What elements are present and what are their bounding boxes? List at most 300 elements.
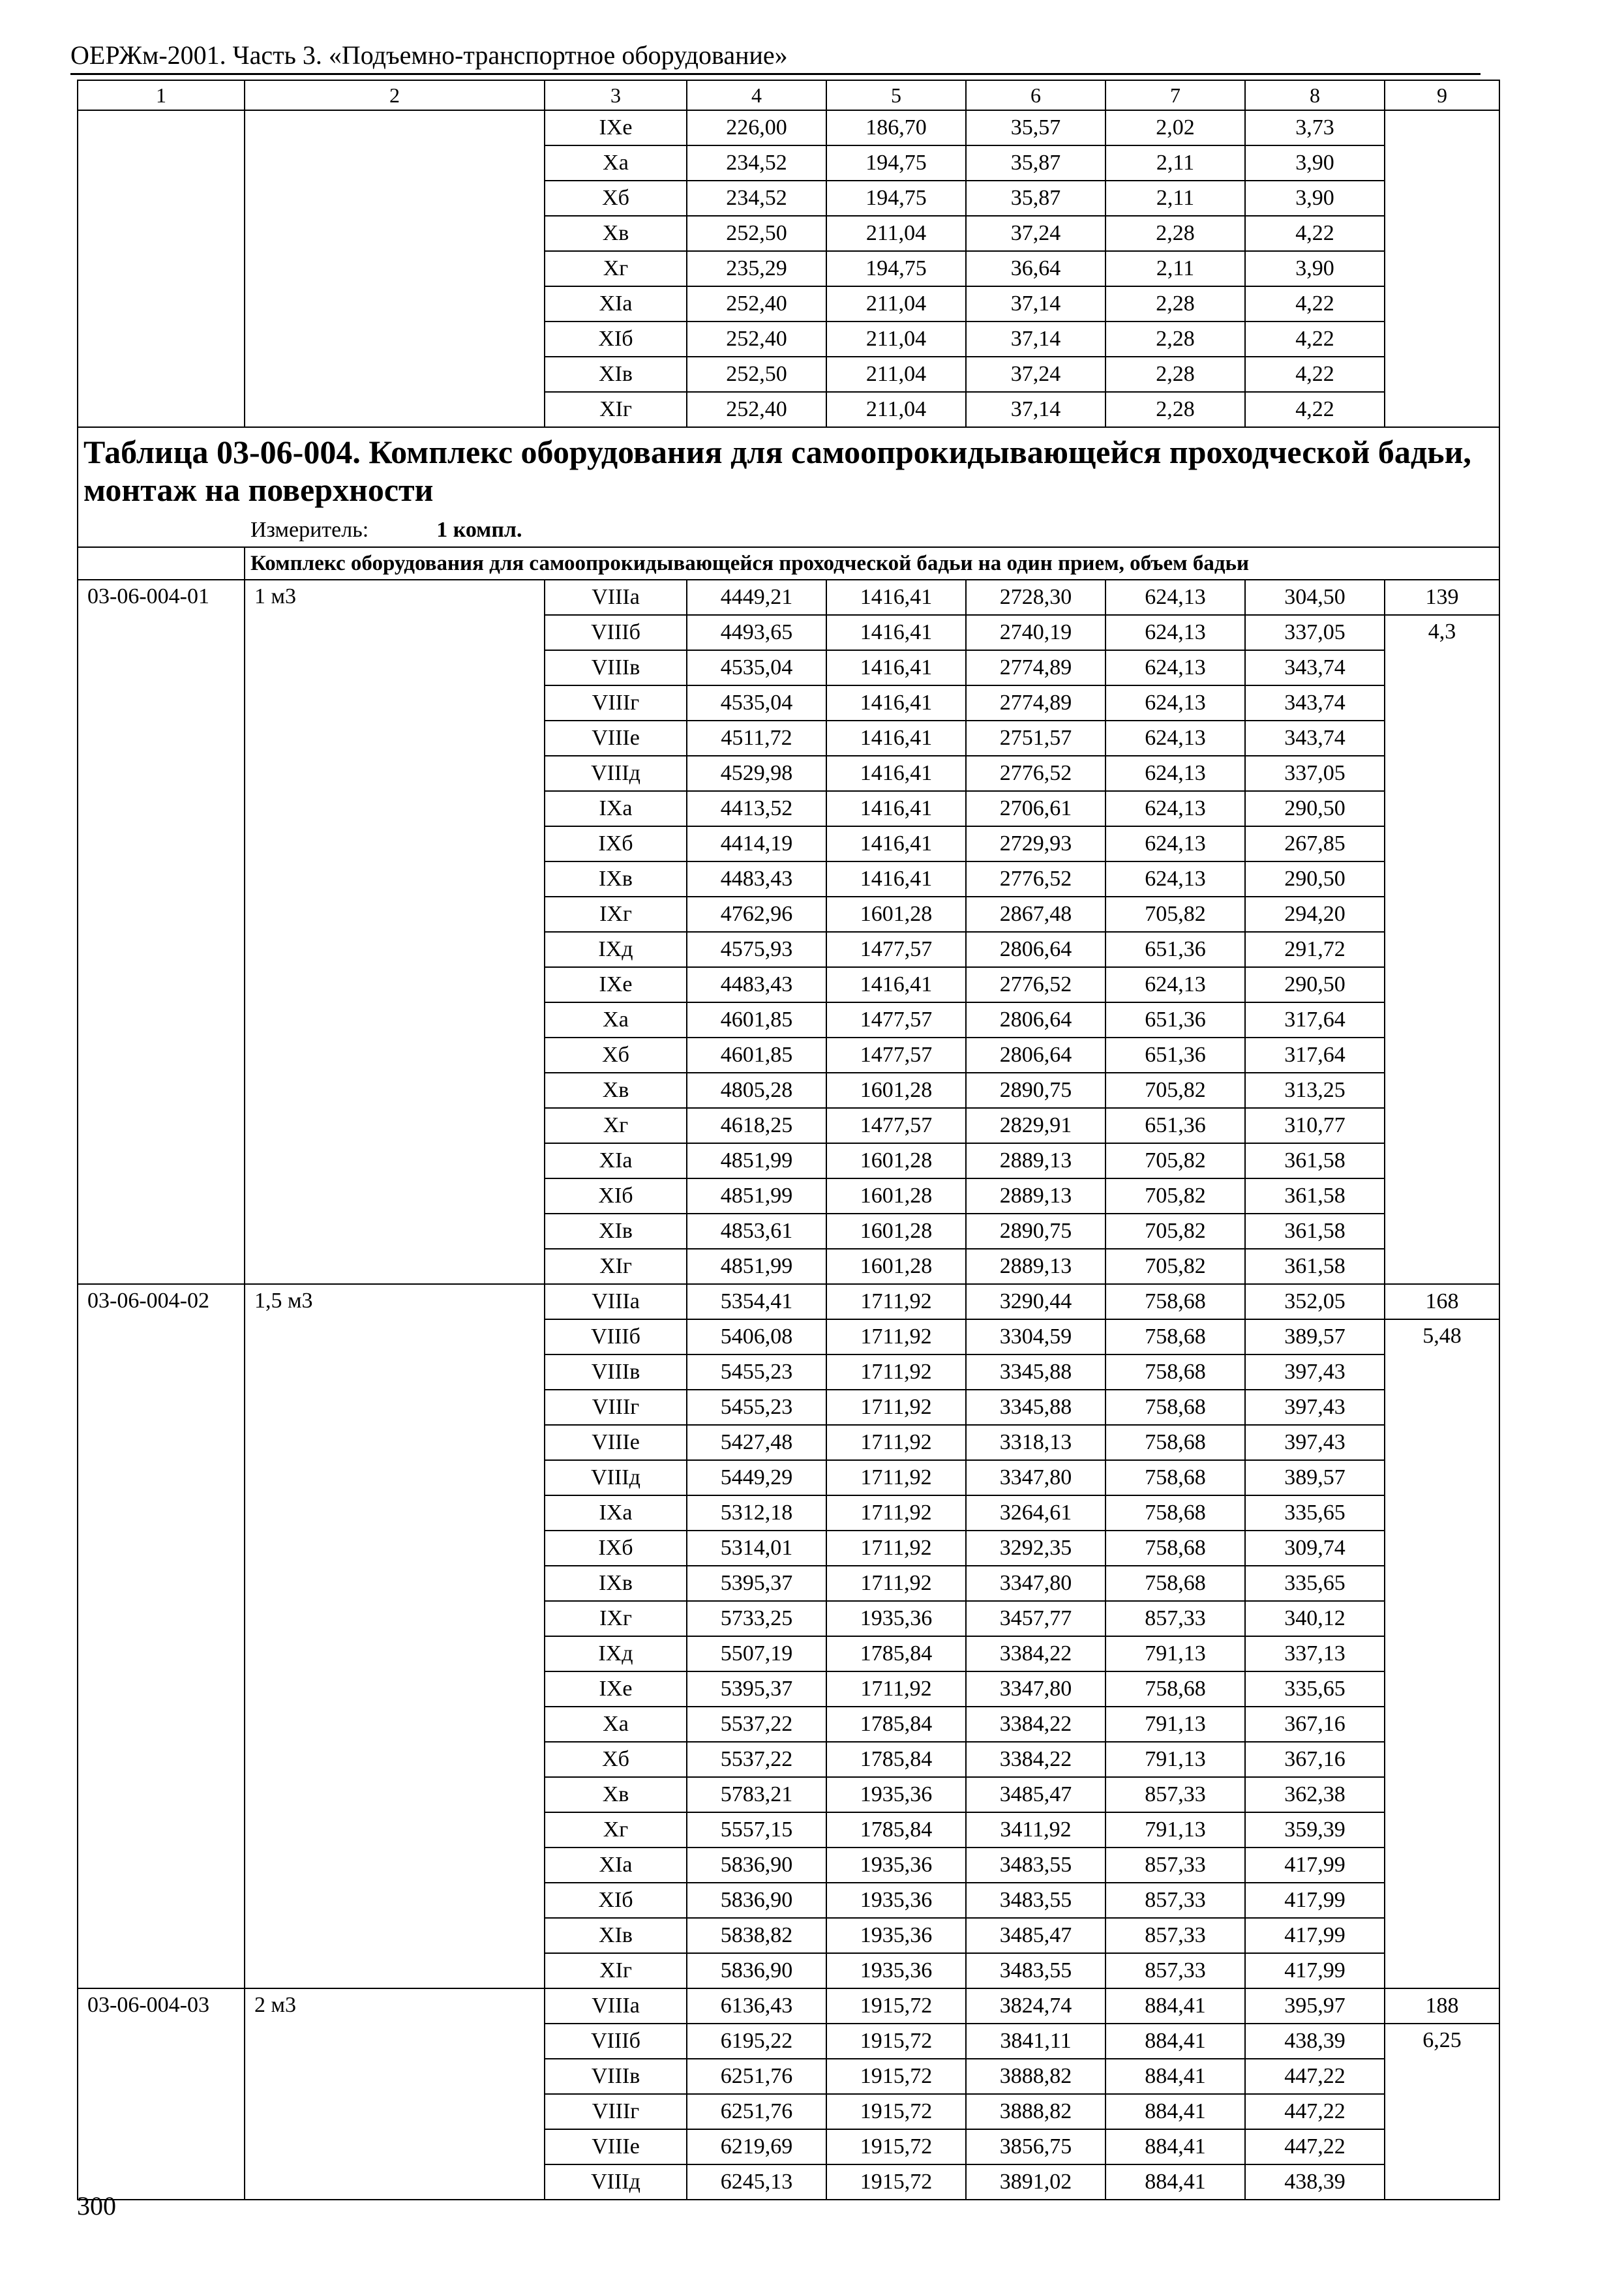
- total-cost-cell: 5537,22: [687, 1707, 826, 1742]
- driver-wages-cell: 791,13: [1105, 1742, 1245, 1777]
- machine-cost-cell: 3888,82: [966, 2059, 1105, 2094]
- machine-cost-cell: 2774,89: [966, 650, 1105, 685]
- total-cost-cell: 5836,90: [687, 1848, 826, 1883]
- wages-cell: 1935,36: [826, 1953, 966, 1988]
- class-cell: IXг: [545, 1601, 687, 1636]
- driver-wages-cell: 758,68: [1105, 1284, 1245, 1319]
- wages-cell: 194,75: [826, 251, 966, 286]
- total-cost-cell: 6195,22: [687, 2024, 826, 2059]
- code-cell: [78, 110, 245, 427]
- machine-cost-cell: 2776,52: [966, 861, 1105, 897]
- materials-cell: 290,50: [1245, 967, 1385, 1002]
- class-cell: VIIIг: [545, 1390, 687, 1425]
- driver-wages-cell: 705,82: [1105, 1249, 1245, 1284]
- wages-cell: 1477,57: [826, 932, 966, 967]
- materials-cell: 337,13: [1245, 1636, 1385, 1671]
- machine-cost-cell: 3264,61: [966, 1495, 1105, 1531]
- machine-cost-cell: 3290,44: [966, 1284, 1105, 1319]
- materials-cell: 4,22: [1245, 286, 1385, 322]
- materials-cell: 397,43: [1245, 1354, 1385, 1390]
- materials-cell: 417,99: [1245, 1918, 1385, 1953]
- class-cell: XIв: [545, 357, 687, 392]
- wages-cell: 211,04: [826, 286, 966, 322]
- class-cell: Xг: [545, 1812, 687, 1848]
- materials-cell: 335,65: [1245, 1671, 1385, 1707]
- labor-cell: 188: [1385, 1988, 1499, 2024]
- materials-cell: 343,74: [1245, 685, 1385, 721]
- subheader-empty-cell: [78, 547, 245, 580]
- wages-cell: 1785,84: [826, 1812, 966, 1848]
- materials-cell: 4,22: [1245, 216, 1385, 251]
- total-cost-cell: 5733,25: [687, 1601, 826, 1636]
- price-table-container: [77, 80, 1500, 2200]
- column-number-cell: 7: [1105, 80, 1245, 110]
- class-cell: VIIIе: [545, 2129, 687, 2164]
- driver-wages-cell: 884,41: [1105, 2059, 1245, 2094]
- machine-cost-cell: 3891,02: [966, 2164, 1105, 2200]
- class-cell: Xв: [545, 1073, 687, 1108]
- materials-cell: 290,50: [1245, 861, 1385, 897]
- wages-cell: 194,75: [826, 145, 966, 181]
- class-cell: IXг: [545, 897, 687, 932]
- wages-cell: 1477,57: [826, 1038, 966, 1073]
- driver-wages-cell: 624,13: [1105, 685, 1245, 721]
- driver-wages-cell: 791,13: [1105, 1707, 1245, 1742]
- driver-wages-cell: 857,33: [1105, 1848, 1245, 1883]
- class-cell: IXа: [545, 1495, 687, 1531]
- wages-cell: 1416,41: [826, 791, 966, 826]
- machine-cost-cell: 3347,80: [966, 1671, 1105, 1707]
- materials-cell: 313,25: [1245, 1073, 1385, 1108]
- materials-cell: 317,64: [1245, 1038, 1385, 1073]
- driver-wages-cell: 758,68: [1105, 1531, 1245, 1566]
- machine-cost-cell: 3485,47: [966, 1918, 1105, 1953]
- class-cell: XIб: [545, 1883, 687, 1918]
- materials-cell: 3,73: [1245, 110, 1385, 145]
- wages-cell: 1416,41: [826, 721, 966, 756]
- wages-cell: 1935,36: [826, 1883, 966, 1918]
- materials-cell: 395,97: [1245, 1988, 1385, 2024]
- machine-cost-cell: 2774,89: [966, 685, 1105, 721]
- code-cell: 03-06-004-02: [78, 1284, 245, 1988]
- total-cost-cell: 4413,52: [687, 791, 826, 826]
- wages-cell: 1416,41: [826, 826, 966, 861]
- driver-wages-cell: 624,13: [1105, 861, 1245, 897]
- wages-cell: 211,04: [826, 322, 966, 357]
- materials-cell: 340,12: [1245, 1601, 1385, 1636]
- driver-wages-cell: 758,68: [1105, 1460, 1245, 1495]
- materials-cell: 367,16: [1245, 1742, 1385, 1777]
- materials-cell: 335,65: [1245, 1566, 1385, 1601]
- machine-cost-cell: 37,14: [966, 286, 1105, 322]
- machine-cost-cell: 2806,64: [966, 932, 1105, 967]
- driver-wages-cell: 2,28: [1105, 322, 1245, 357]
- class-cell: Xб: [545, 1742, 687, 1777]
- class-cell: XIв: [545, 1918, 687, 1953]
- materials-cell: 4,22: [1245, 322, 1385, 357]
- header-rule: [70, 73, 1481, 75]
- machine-cost-cell: 3483,55: [966, 1848, 1105, 1883]
- driver-wages-cell: 705,82: [1105, 1073, 1245, 1108]
- class-cell: Xв: [545, 1777, 687, 1812]
- wages-cell: 211,04: [826, 216, 966, 251]
- class-cell: VIIIб: [545, 615, 687, 650]
- total-cost-cell: 5314,01: [687, 1531, 826, 1566]
- machine-cost-cell: 3411,92: [966, 1812, 1105, 1848]
- total-cost-cell: 6219,69: [687, 2129, 826, 2164]
- total-cost-cell: 4414,19: [687, 826, 826, 861]
- class-cell: VIIIа: [545, 1284, 687, 1319]
- driver-wages-cell: 624,13: [1105, 756, 1245, 791]
- machine-cost-cell: 2829,91: [966, 1108, 1105, 1143]
- machine-cost-cell: 2728,30: [966, 580, 1105, 615]
- total-cost-cell: 4511,72: [687, 721, 826, 756]
- class-cell: IXе: [545, 1671, 687, 1707]
- machine-cost-cell: 3483,55: [966, 1883, 1105, 1918]
- driver-wages-cell: 2,02: [1105, 110, 1245, 145]
- driver-wages-cell: 791,13: [1105, 1636, 1245, 1671]
- materials-cell: 3,90: [1245, 251, 1385, 286]
- driver-wages-cell: 884,41: [1105, 2024, 1245, 2059]
- class-cell: IXб: [545, 826, 687, 861]
- materials-cell: 361,58: [1245, 1214, 1385, 1249]
- total-cost-cell: 5455,23: [687, 1390, 826, 1425]
- name-cell: 1 м3: [245, 580, 545, 1284]
- materials-cell: 417,99: [1245, 1848, 1385, 1883]
- driver-wages-cell: 884,41: [1105, 2164, 1245, 2200]
- driver-wages-cell: 2,28: [1105, 286, 1245, 322]
- wages-cell: 1601,28: [826, 1143, 966, 1178]
- class-cell: VIIIа: [545, 580, 687, 615]
- column-number-cell: 2: [245, 80, 545, 110]
- total-cost-cell: 4853,61: [687, 1214, 826, 1249]
- wages-cell: 1785,84: [826, 1742, 966, 1777]
- total-cost-cell: 5354,41: [687, 1284, 826, 1319]
- materials-cell: 304,50: [1245, 580, 1385, 615]
- class-cell: VIIIг: [545, 685, 687, 721]
- total-cost-cell: 4601,85: [687, 1002, 826, 1038]
- machine-cost-cell: 2889,13: [966, 1143, 1105, 1178]
- materials-cell: 3,90: [1245, 181, 1385, 216]
- driver-wages-cell: 857,33: [1105, 1601, 1245, 1636]
- materials-cell: 417,99: [1245, 1953, 1385, 1988]
- machine-cost-cell: 37,24: [966, 357, 1105, 392]
- total-cost-cell: 4535,04: [687, 650, 826, 685]
- driver-wages-cell: 758,68: [1105, 1425, 1245, 1460]
- class-cell: VIIIд: [545, 1460, 687, 1495]
- total-cost-cell: 6251,76: [687, 2059, 826, 2094]
- materials-cell: 447,22: [1245, 2129, 1385, 2164]
- wages-cell: 1915,72: [826, 2129, 966, 2164]
- machine-cost-cell: 3824,74: [966, 1988, 1105, 2024]
- materials-cell: 362,38: [1245, 1777, 1385, 1812]
- total-cost-cell: 4575,93: [687, 932, 826, 967]
- materials-cell: 335,65: [1245, 1495, 1385, 1531]
- materials-cell: 317,64: [1245, 1002, 1385, 1038]
- driver-wages-cell: 857,33: [1105, 1953, 1245, 1988]
- driver-wages-cell: 2,11: [1105, 181, 1245, 216]
- driver-wages-cell: 857,33: [1105, 1777, 1245, 1812]
- wages-cell: 1477,57: [826, 1002, 966, 1038]
- machine-cost-cell: 2740,19: [966, 615, 1105, 650]
- materials-cell: 3,90: [1245, 145, 1385, 181]
- total-cost-cell: 5455,23: [687, 1354, 826, 1390]
- class-cell: XIб: [545, 1178, 687, 1214]
- class-cell: XIа: [545, 1143, 687, 1178]
- labor-cell: 6,25: [1385, 2024, 1499, 2200]
- class-cell: XIв: [545, 1214, 687, 1249]
- wages-cell: 1601,28: [826, 1073, 966, 1108]
- wages-cell: 1935,36: [826, 1848, 966, 1883]
- wages-cell: 1711,92: [826, 1425, 966, 1460]
- total-cost-cell: 4493,65: [687, 615, 826, 650]
- machine-cost-cell: 2806,64: [966, 1038, 1105, 1073]
- class-cell: IXв: [545, 861, 687, 897]
- driver-wages-cell: 651,36: [1105, 932, 1245, 967]
- driver-wages-cell: 624,13: [1105, 826, 1245, 861]
- total-cost-cell: 5838,82: [687, 1918, 826, 1953]
- machine-cost-cell: 37,24: [966, 216, 1105, 251]
- total-cost-cell: 4483,43: [687, 861, 826, 897]
- machine-cost-cell: 35,87: [966, 181, 1105, 216]
- total-cost-cell: 4449,21: [687, 580, 826, 615]
- machine-cost-cell: 3888,82: [966, 2094, 1105, 2129]
- driver-wages-cell: 2,28: [1105, 216, 1245, 251]
- total-cost-cell: 5406,08: [687, 1319, 826, 1354]
- driver-wages-cell: 624,13: [1105, 791, 1245, 826]
- driver-wages-cell: 2,28: [1105, 392, 1245, 427]
- labor-cell: 4,3: [1385, 615, 1499, 1284]
- wages-cell: 1416,41: [826, 615, 966, 650]
- class-cell: VIIIе: [545, 1425, 687, 1460]
- class-cell: VIIIв: [545, 2059, 687, 2094]
- class-cell: VIIIб: [545, 1319, 687, 1354]
- class-cell: IXе: [545, 110, 687, 145]
- driver-wages-cell: 624,13: [1105, 580, 1245, 615]
- wages-cell: 1711,92: [826, 1354, 966, 1390]
- materials-cell: 438,39: [1245, 2024, 1385, 2059]
- total-cost-cell: 252,40: [687, 322, 826, 357]
- driver-wages-cell: 758,68: [1105, 1390, 1245, 1425]
- machine-cost-cell: 3318,13: [966, 1425, 1105, 1460]
- driver-wages-cell: 857,33: [1105, 1918, 1245, 1953]
- wages-cell: 1416,41: [826, 967, 966, 1002]
- total-cost-cell: 5507,19: [687, 1636, 826, 1671]
- materials-cell: 291,72: [1245, 932, 1385, 967]
- class-cell: Xб: [545, 181, 687, 216]
- materials-cell: 4,22: [1245, 392, 1385, 427]
- wages-cell: 1601,28: [826, 1214, 966, 1249]
- table-row: [78, 1988, 1499, 2024]
- machine-cost-cell: 2751,57: [966, 721, 1105, 756]
- total-cost-cell: 4618,25: [687, 1108, 826, 1143]
- wages-cell: 211,04: [826, 357, 966, 392]
- driver-wages-cell: 758,68: [1105, 1495, 1245, 1531]
- driver-wages-cell: 857,33: [1105, 1883, 1245, 1918]
- materials-cell: 389,57: [1245, 1319, 1385, 1354]
- materials-cell: 447,22: [1245, 2094, 1385, 2129]
- wages-cell: 1711,92: [826, 1495, 966, 1531]
- class-cell: VIIIд: [545, 2164, 687, 2200]
- machine-cost-cell: 2776,52: [966, 756, 1105, 791]
- wages-cell: 1935,36: [826, 1777, 966, 1812]
- materials-cell: 361,58: [1245, 1143, 1385, 1178]
- class-cell: XIб: [545, 322, 687, 357]
- machine-cost-cell: 3384,22: [966, 1707, 1105, 1742]
- wages-cell: 1416,41: [826, 685, 966, 721]
- driver-wages-cell: 758,68: [1105, 1354, 1245, 1390]
- machine-cost-cell: 3457,77: [966, 1601, 1105, 1636]
- wages-cell: 1477,57: [826, 1108, 966, 1143]
- driver-wages-cell: 651,36: [1105, 1038, 1245, 1073]
- class-cell: Xа: [545, 145, 687, 181]
- class-cell: IXе: [545, 967, 687, 1002]
- driver-wages-cell: 705,82: [1105, 1214, 1245, 1249]
- class-cell: IXд: [545, 932, 687, 967]
- total-cost-cell: 4851,99: [687, 1249, 826, 1284]
- wages-cell: 1915,72: [826, 2024, 966, 2059]
- materials-cell: 359,39: [1245, 1812, 1385, 1848]
- total-cost-cell: 5537,22: [687, 1742, 826, 1777]
- driver-wages-cell: 758,68: [1105, 1319, 1245, 1354]
- materials-cell: 337,05: [1245, 756, 1385, 791]
- machine-cost-cell: 37,14: [966, 392, 1105, 427]
- wages-cell: 1711,92: [826, 1671, 966, 1707]
- class-cell: XIа: [545, 286, 687, 322]
- class-cell: VIIIг: [545, 2094, 687, 2129]
- total-cost-cell: 5312,18: [687, 1495, 826, 1531]
- materials-cell: 389,57: [1245, 1460, 1385, 1495]
- class-cell: Xг: [545, 1108, 687, 1143]
- driver-wages-cell: 624,13: [1105, 721, 1245, 756]
- labor-cell: [1385, 110, 1499, 427]
- total-cost-cell: 4601,85: [687, 1038, 826, 1073]
- total-cost-cell: 6251,76: [687, 2094, 826, 2129]
- driver-wages-cell: 2,11: [1105, 145, 1245, 181]
- machine-cost-cell: 3347,80: [966, 1566, 1105, 1601]
- running-header: ОЕРЖм-2001. Часть 3. «Подъемно-транспортное оборудование»: [70, 40, 788, 70]
- total-cost-cell: 4535,04: [687, 685, 826, 721]
- wages-cell: 1711,92: [826, 1390, 966, 1425]
- total-cost-cell: 4529,98: [687, 756, 826, 791]
- wages-cell: 1601,28: [826, 897, 966, 932]
- table-title-cell: [78, 427, 1499, 547]
- measurer-line: [83, 514, 1492, 546]
- class-cell: IXд: [545, 1636, 687, 1671]
- machine-cost-cell: 2867,48: [966, 897, 1105, 932]
- total-cost-cell: 5395,37: [687, 1566, 826, 1601]
- driver-wages-cell: 651,36: [1105, 1108, 1245, 1143]
- class-cell: Xа: [545, 1002, 687, 1038]
- driver-wages-cell: 758,68: [1105, 1671, 1245, 1707]
- materials-cell: 294,20: [1245, 897, 1385, 932]
- total-cost-cell: 5836,90: [687, 1953, 826, 1988]
- materials-cell: 417,99: [1245, 1883, 1385, 1918]
- wages-cell: 194,75: [826, 181, 966, 216]
- column-number-cell: 8: [1245, 80, 1385, 110]
- driver-wages-cell: 651,36: [1105, 1002, 1245, 1038]
- driver-wages-cell: 884,41: [1105, 2129, 1245, 2164]
- materials-cell: 438,39: [1245, 2164, 1385, 2200]
- wages-cell: 211,04: [826, 392, 966, 427]
- wages-cell: 1416,41: [826, 650, 966, 685]
- class-cell: XIг: [545, 1953, 687, 1988]
- driver-wages-cell: 2,28: [1105, 357, 1245, 392]
- driver-wages-cell: 705,82: [1105, 1178, 1245, 1214]
- machine-cost-cell: 3345,88: [966, 1390, 1105, 1425]
- total-cost-cell: 5557,15: [687, 1812, 826, 1848]
- materials-cell: 361,58: [1245, 1249, 1385, 1284]
- driver-wages-cell: 705,82: [1105, 1143, 1245, 1178]
- machine-cost-cell: 2889,13: [966, 1249, 1105, 1284]
- driver-wages-cell: 884,41: [1105, 1988, 1245, 2024]
- labor-cell: 168: [1385, 1284, 1499, 1319]
- name-cell: 2 м3: [245, 1988, 545, 2200]
- labor-cell: 139: [1385, 580, 1499, 615]
- wages-cell: 1416,41: [826, 580, 966, 615]
- total-cost-cell: 235,29: [687, 251, 826, 286]
- class-cell: VIIIе: [545, 721, 687, 756]
- machine-cost-cell: 3841,11: [966, 2024, 1105, 2059]
- driver-wages-cell: 791,13: [1105, 1812, 1245, 1848]
- driver-wages-cell: 2,11: [1105, 251, 1245, 286]
- wages-cell: 1935,36: [826, 1918, 966, 1953]
- wages-cell: 1785,84: [826, 1707, 966, 1742]
- total-cost-cell: 4483,43: [687, 967, 826, 1002]
- column-number-cell: 6: [966, 80, 1105, 110]
- class-cell: Xг: [545, 251, 687, 286]
- table-row: [78, 580, 1499, 615]
- wages-cell: 1915,72: [826, 1988, 966, 2024]
- wages-cell: 186,70: [826, 110, 966, 145]
- labor-cell: 5,48: [1385, 1319, 1499, 1988]
- machine-cost-cell: 2806,64: [966, 1002, 1105, 1038]
- machine-cost-cell: 3347,80: [966, 1460, 1105, 1495]
- total-cost-cell: 5836,90: [687, 1883, 826, 1918]
- materials-cell: 361,58: [1245, 1178, 1385, 1214]
- machine-cost-cell: 3304,59: [966, 1319, 1105, 1354]
- materials-cell: 290,50: [1245, 791, 1385, 826]
- total-cost-cell: 252,50: [687, 216, 826, 251]
- driver-wages-cell: 884,41: [1105, 2094, 1245, 2129]
- name-cell: 1,5 м3: [245, 1284, 545, 1988]
- total-cost-cell: 226,00: [687, 110, 826, 145]
- driver-wages-cell: 624,13: [1105, 650, 1245, 685]
- machine-cost-cell: 2729,93: [966, 826, 1105, 861]
- machine-cost-cell: 3485,47: [966, 1777, 1105, 1812]
- materials-cell: 337,05: [1245, 615, 1385, 650]
- class-cell: XIг: [545, 1249, 687, 1284]
- column-number-row: [78, 80, 1499, 110]
- measurer-label: Измеритель:: [250, 518, 369, 542]
- driver-wages-cell: 624,13: [1105, 967, 1245, 1002]
- total-cost-cell: 5427,48: [687, 1425, 826, 1460]
- table-row: [78, 110, 1499, 145]
- driver-wages-cell: 758,68: [1105, 1566, 1245, 1601]
- machine-cost-cell: 3292,35: [966, 1531, 1105, 1566]
- class-cell: VIIIв: [545, 1354, 687, 1390]
- materials-cell: 343,74: [1245, 721, 1385, 756]
- class-cell: VIIIа: [545, 1988, 687, 2024]
- machine-cost-cell: 2889,13: [966, 1178, 1105, 1214]
- page-number: 300: [77, 2191, 116, 2221]
- total-cost-cell: 252,50: [687, 357, 826, 392]
- price-table: [77, 80, 1500, 2200]
- machine-cost-cell: 3384,22: [966, 1636, 1105, 1671]
- materials-cell: 367,16: [1245, 1707, 1385, 1742]
- name-cell: [245, 110, 545, 427]
- class-cell: XIг: [545, 392, 687, 427]
